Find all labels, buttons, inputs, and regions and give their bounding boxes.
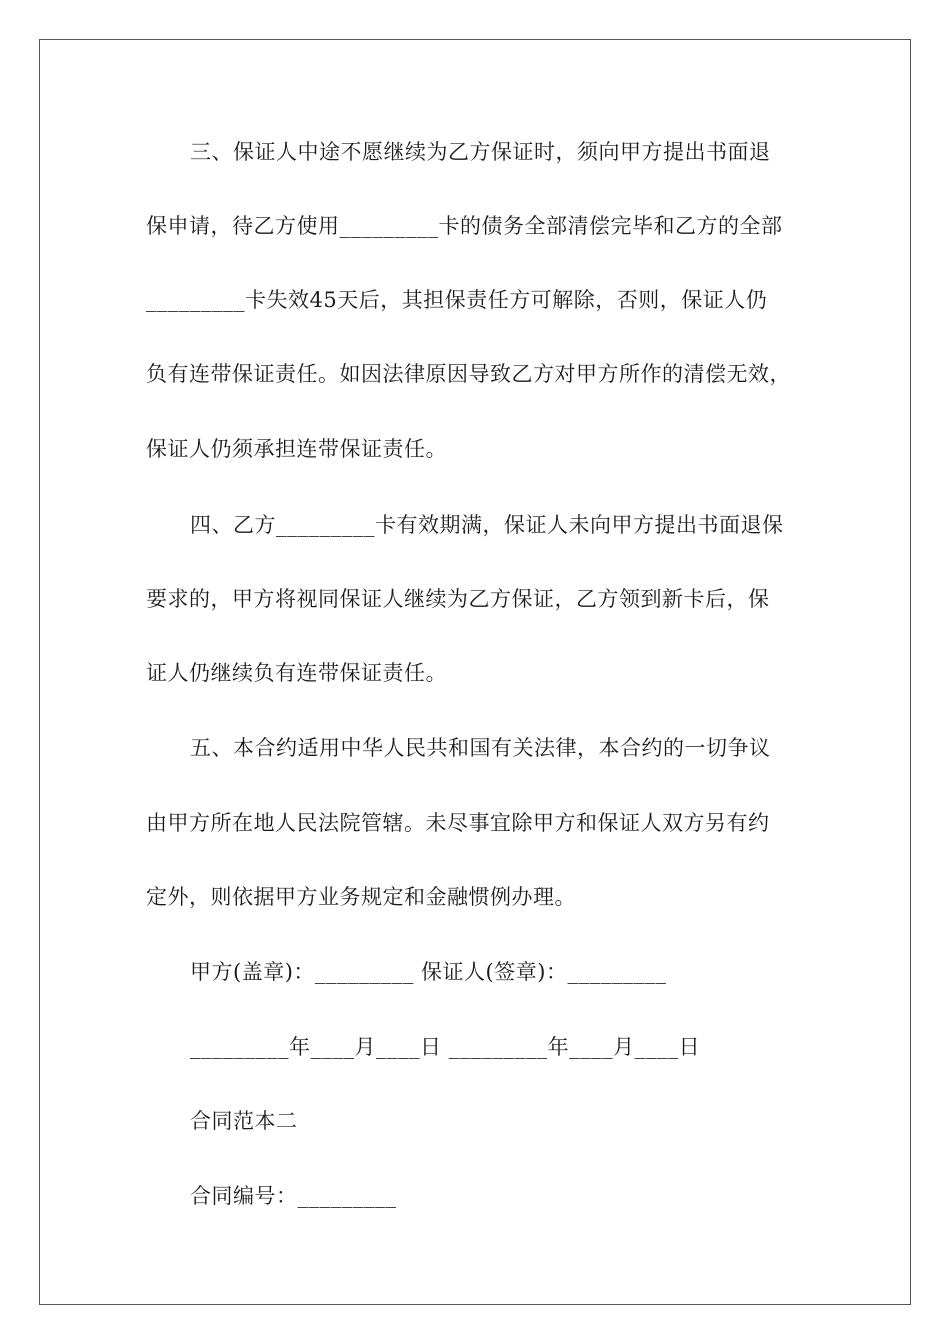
- clause-3-line-1: 三、保证人中途不愿继续为乙方保证时，须向甲方提出书面退: [190, 140, 771, 164]
- clause-4-line-2: 要求的，甲方将视同保证人继续为乙方保证，乙方领到新卡后，保: [146, 587, 770, 611]
- clause-4-line-3: 证人仍继续负有连带保证责任。: [146, 661, 447, 685]
- signature-line: 甲方(盖章)：_________ 保证人(签章)：_________: [190, 960, 667, 984]
- clause-3-line-3: _________卡失效45天后，其担保责任方可解除，否则，保证人仍: [146, 288, 768, 312]
- clause-5-line-3: 定外，则依据甲方业务规定和金融惯例办理。: [146, 885, 576, 909]
- contract-number-line: 合同编号：_________: [190, 1184, 397, 1208]
- clause-5-line-1: 五、本合约适用中华人民共和国有关法律，本合约的一切争议: [190, 736, 771, 760]
- clause-3-line-4: 负有连带保证责任。如因法律原因导致乙方对甲方所作的清偿无效，: [146, 362, 791, 386]
- clause-4-line-1: 四、乙方_________卡有效期满，保证人未向甲方提出书面退保: [190, 513, 784, 537]
- date-line: _________年____月____日 _________年____月____日: [190, 1035, 701, 1059]
- clause-3-line-2: 保申请，待乙方使用_________卡的债务全部清偿完毕和乙方的全部: [146, 214, 783, 238]
- clause-5-line-2: 由甲方所在地人民法院管辖。未尽事宜除甲方和保证人双方另有约: [146, 811, 770, 835]
- section-heading: 合同范本二: [190, 1109, 298, 1133]
- clause-3-line-5: 保证人仍须承担连带保证责任。: [146, 437, 447, 461]
